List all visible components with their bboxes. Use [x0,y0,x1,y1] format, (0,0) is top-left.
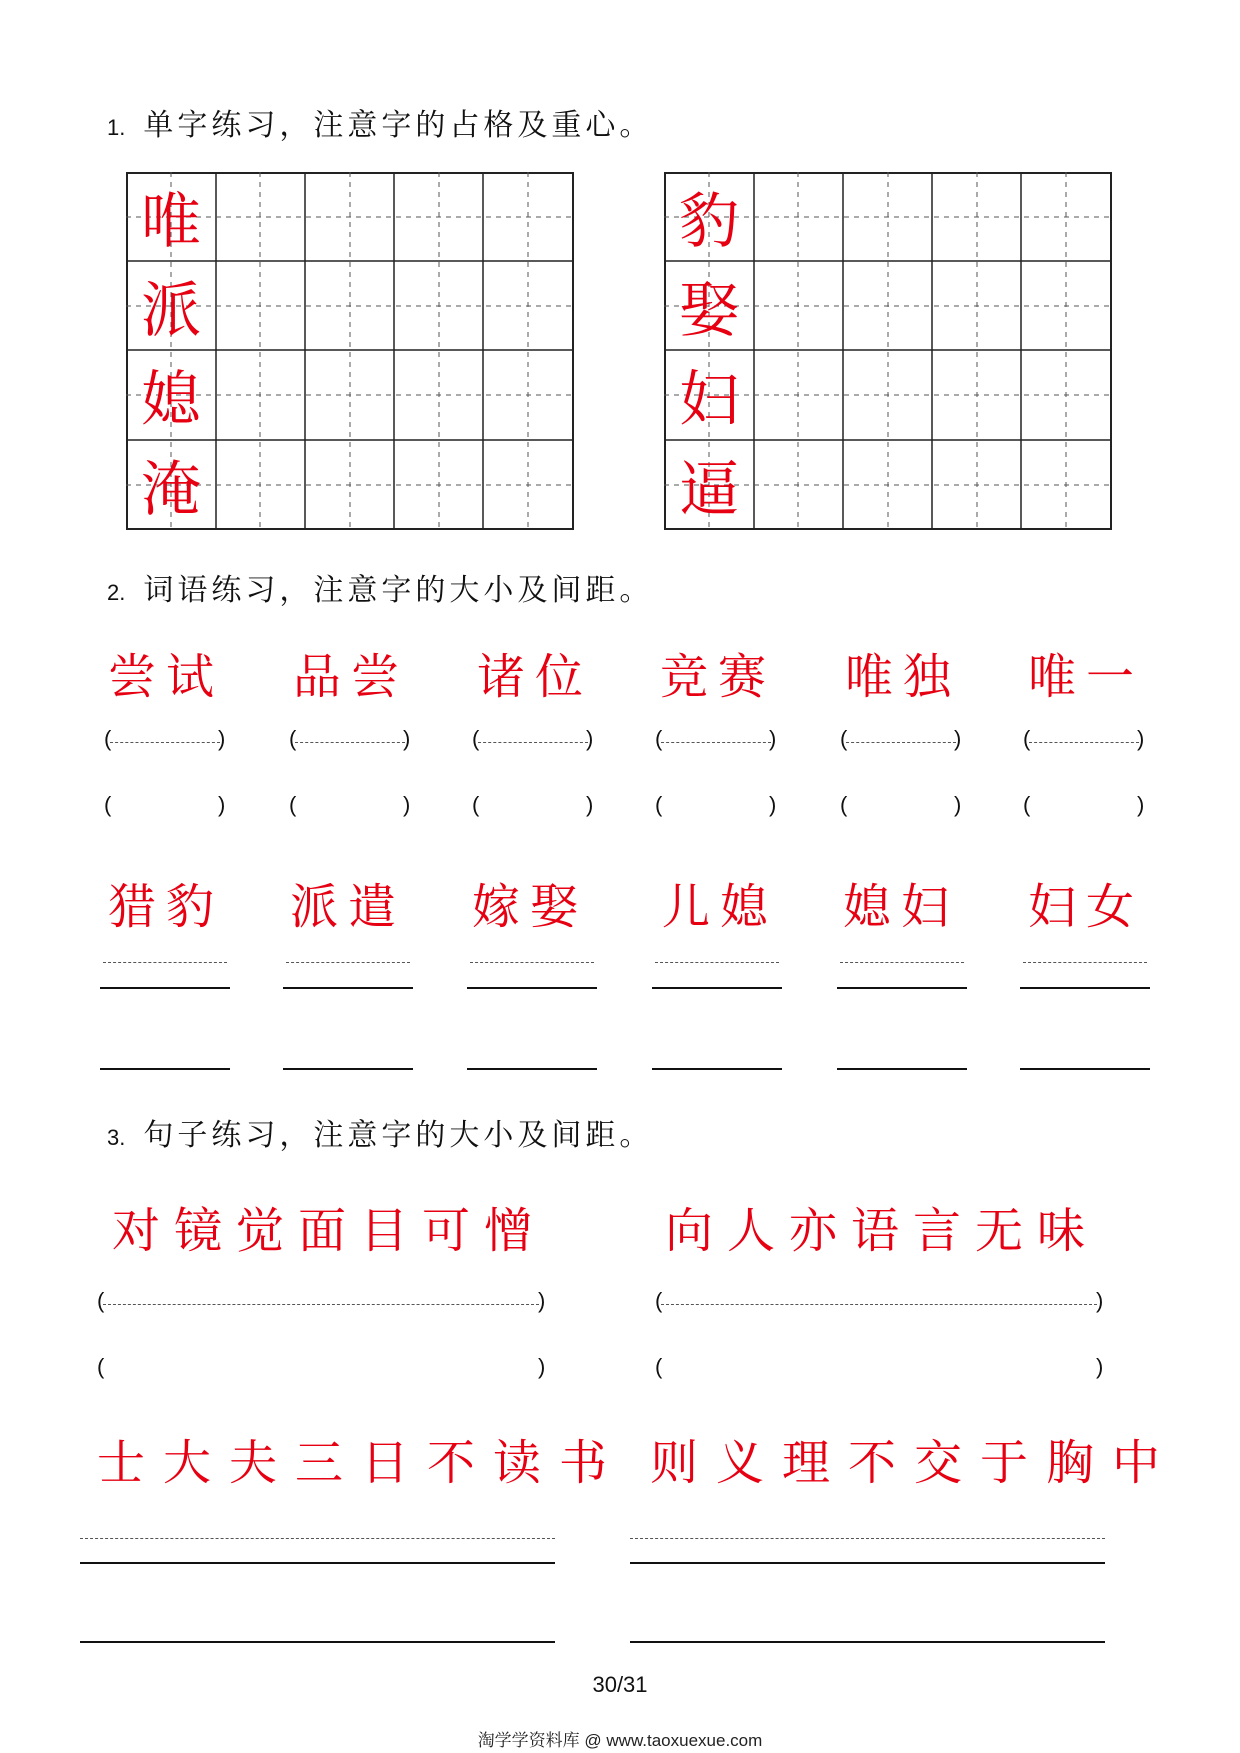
grid-char: 妇 [679,365,739,435]
grid-char: 逼 [679,455,739,525]
section-title: 单字练习，注意字的占格及重心。 [143,108,654,143]
section-number: 1. [107,115,126,140]
section-number: 3. [107,1125,126,1150]
practice-word: 品尝 [293,649,410,705]
practice-sentence: 士大夫三日不读书 [97,1435,626,1491]
grid-char: 娶 [679,276,739,346]
practice-word: 儿媳 [662,879,779,935]
footer-source: 淘学学资料库 @ www.taoxuexue.com [477,1731,763,1750]
grid-char: 媳 [141,365,201,435]
grid-char: 豹 [679,187,739,257]
practice-word: 唯独 [845,649,962,705]
practice-sentence: 则义理不交于胸中 [650,1435,1179,1491]
practice-word: 妇女 [1028,879,1145,935]
section-1-heading [107,100,653,144]
page-number: 30/31 [592,1672,648,1697]
practice-word: 唯一 [1028,649,1145,705]
practice-word: 猎豹 [108,879,225,935]
section-title: 词语练习，注意字的大小及间距。 [143,573,654,608]
grid-char: 唯 [141,187,201,257]
section-2-heading [107,565,653,609]
practice-word: 媳妇 [843,879,960,935]
section-number: 2. [107,580,126,605]
practice-word: 诸位 [477,649,594,705]
grid-char: 淹 [141,455,201,525]
section-3-heading [107,1110,653,1154]
practice-sentence: 向人亦语言无味 [665,1203,1100,1259]
section-title: 句子练习，注意字的大小及间距。 [143,1118,654,1153]
practice-word: 竞赛 [660,649,777,705]
practice-word: 派遣 [290,879,407,935]
grid-char: 派 [141,276,201,346]
practice-sentence: 对镜觉面目可憎 [112,1203,547,1259]
practice-word: 尝试 [108,649,225,705]
practice-word: 嫁娶 [472,879,589,935]
